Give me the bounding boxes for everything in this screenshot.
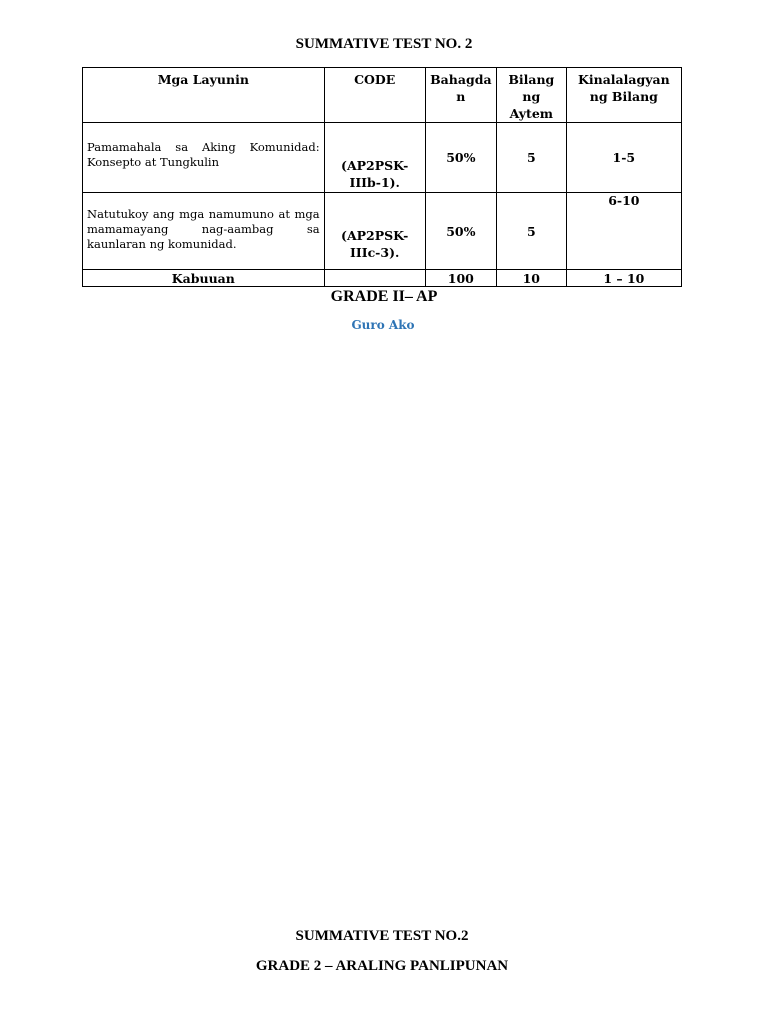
total-percentage: 100 <box>425 270 496 287</box>
header-percentage: Bahagda n <box>425 68 496 123</box>
grade-label: GRADE II– AP <box>330 288 438 305</box>
row-objective: Pamamahala sa Aking Komunidad: Konsepto at Tungkulin <box>83 123 325 193</box>
row-percentage: 50% <box>425 193 496 270</box>
row-code-text: (AP2PSK-IIIb-1). <box>341 158 409 190</box>
row-location: 6-10 <box>566 193 681 270</box>
header-code: CODE <box>324 68 425 123</box>
row-location: 1-5 <box>566 123 681 193</box>
footer-title: SUMMATIVE TEST NO.2 <box>295 928 469 944</box>
specification-table <box>82 67 682 287</box>
total-items: 10 <box>496 270 566 287</box>
header-objective: Mga Layunin <box>83 68 325 123</box>
row-objective: Natutukoy ang mga namumuno at mga mamamayang nag-aambag sa kaunlaran ng komunidad. <box>83 193 325 270</box>
row-code <box>324 193 425 270</box>
row-items: 5 <box>496 193 566 270</box>
header-items: Bilang ng Aytem <box>496 68 566 123</box>
table-total-row <box>83 270 682 287</box>
total-location: 1 – 10 <box>566 270 681 287</box>
page-title: SUMMATIVE TEST NO. 2 <box>295 36 473 52</box>
table-row <box>83 123 682 193</box>
header-location: Kinalalagyan ng Bilang <box>566 68 681 123</box>
total-code <box>324 270 425 287</box>
footer-subtitle: GRADE 2 – ARALING PANLIPUNAN <box>255 958 509 974</box>
table-row <box>83 193 682 270</box>
row-items: 5 <box>496 123 566 193</box>
teacher-name: Guro Ako <box>351 318 415 332</box>
table-header-row <box>83 68 682 123</box>
row-percentage: 50% <box>425 123 496 193</box>
row-code-text: (AP2PSK-IIIc-3). <box>341 228 409 260</box>
total-label: Kabuuan <box>83 270 325 287</box>
row-code <box>324 123 425 193</box>
